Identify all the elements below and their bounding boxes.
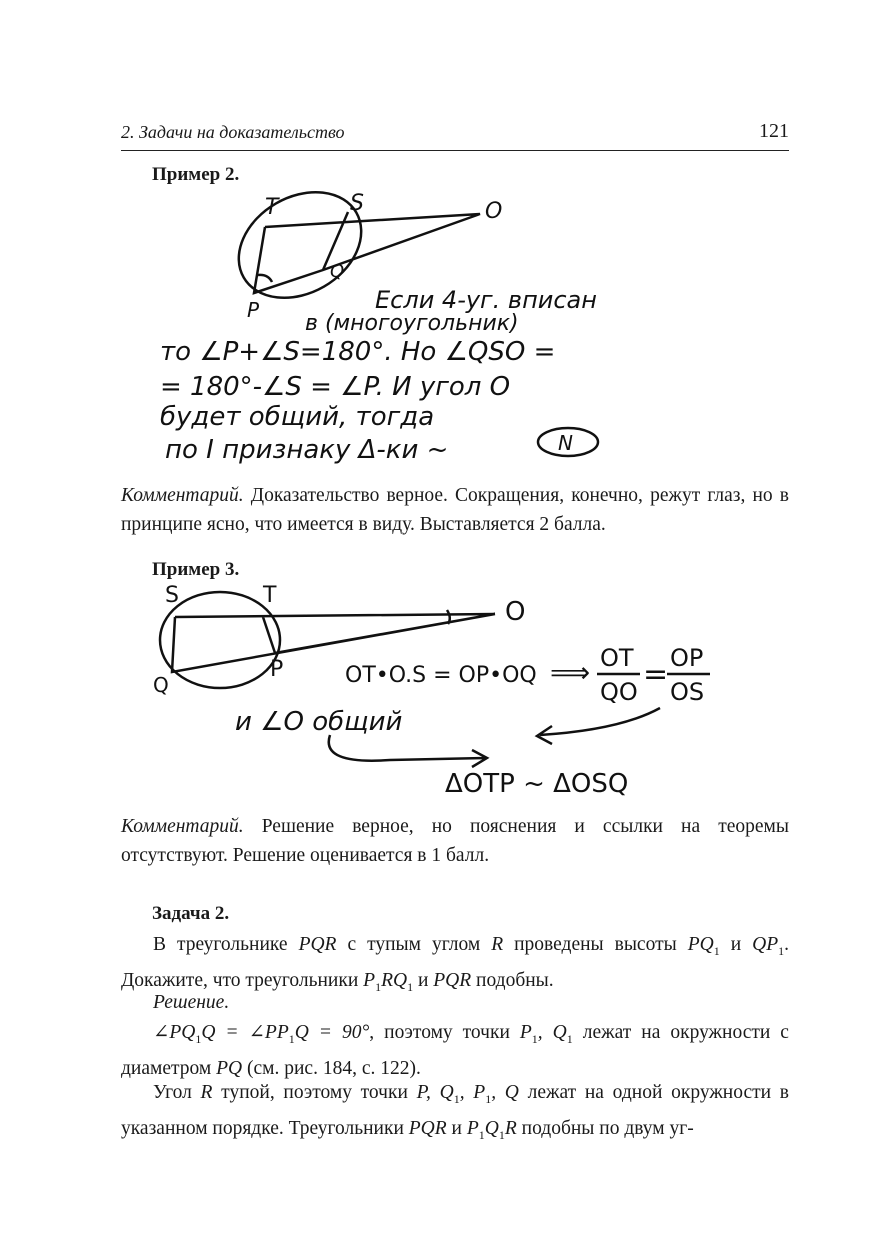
angle-mark bbox=[258, 275, 272, 282]
svg-text:N: N bbox=[558, 431, 573, 455]
label-T: T bbox=[263, 583, 277, 608]
fraction-1-denominator: QO bbox=[600, 678, 638, 706]
label-S: S bbox=[165, 583, 179, 608]
handwriting-line-3: то ∠P+∠S=180°. Но ∠QSO = bbox=[160, 337, 556, 367]
triangle-lines bbox=[254, 212, 480, 293]
task2-statement: В треугольнике PQR с тупым углом R проведены высоты $PQ_1$ и $QP_1$. Докажите, что треугольники $P_1RQ_1$ и PQR подобны. bbox=[121, 934, 789, 994]
chapter-title: 2. Задачи на доказательство bbox=[121, 122, 345, 142]
label-Q: Q bbox=[153, 673, 169, 697]
comment-label: Комментарий. bbox=[121, 816, 244, 837]
implies-arrow: ⟹ bbox=[550, 656, 591, 689]
comment-label: Комментарий. bbox=[121, 485, 244, 506]
comment-text: Доказательство верное. Сокращения, конечно, режут глаз, но в принципе ясно, что имеется в виду. Выставляется 2 балла. bbox=[121, 485, 789, 535]
equals-sign: = bbox=[643, 657, 669, 692]
handwriting-line-1: Если 4-уг. вписан bbox=[375, 286, 597, 314]
solution-line-1: $\angle PQ_1Q$ = $\angle PP_1Q = 90^\circ$, поэтому точки $P_1$, $Q_1$ лежат на окружности с диаметром PQ (см. рис. 184, с. 122). bbox=[121, 1022, 789, 1079]
fraction-2-denominator: OS bbox=[670, 678, 705, 706]
label-O: O bbox=[505, 597, 526, 627]
example2-handwritten-figure bbox=[140, 190, 780, 490]
task2-title: Задача 2. bbox=[152, 903, 230, 924]
comment-text: Решение верное, но пояснения и ссылки на теоремы отсутствуют. Решение оценивается в 1 балл. bbox=[121, 816, 789, 866]
handwriting-line-2: в (многоугольник) bbox=[305, 311, 519, 336]
fraction-1-numerator: OT bbox=[600, 644, 634, 672]
label-P: P bbox=[247, 298, 260, 322]
curved-arrow-left bbox=[329, 735, 487, 767]
example3-comment bbox=[121, 812, 789, 870]
example3-title: Пример 3. bbox=[152, 559, 240, 580]
label-T: T bbox=[265, 195, 279, 220]
example2-title: Пример 2. bbox=[152, 164, 240, 185]
label-Q: Q bbox=[330, 261, 345, 282]
fraction-2-numerator: OP bbox=[670, 644, 704, 672]
label-P: P bbox=[270, 657, 284, 682]
solution-line-2: Угол R тупой, поэтому точки P, $Q_1$, $P_1$, Q лежат на одной окружности в указанном порядке. Треугольники PQR и $P_1Q_1R$ подобны по двум уг- bbox=[121, 1082, 789, 1142]
example3-handwritten-figure bbox=[150, 580, 750, 810]
handwriting-line-4: = 180°-∠S = ∠P. И угол O bbox=[160, 372, 511, 402]
equation: OT•O.S = OP•OQ bbox=[345, 663, 537, 688]
running-header bbox=[121, 120, 789, 151]
solution-label: Решение. bbox=[153, 992, 230, 1013]
handwriting-line-5: будет общий, тогда bbox=[160, 402, 435, 432]
label-S: S bbox=[350, 191, 364, 216]
similarity-conclusion: ΔOTP ~ ΔOSQ bbox=[445, 769, 629, 799]
handwriting-line-6: по I признаку Δ-ки ~ bbox=[165, 435, 449, 465]
example2-comment bbox=[121, 481, 789, 539]
page-number: 121 bbox=[759, 120, 789, 142]
curved-arrow-right bbox=[537, 708, 660, 744]
label-O: O bbox=[485, 199, 503, 224]
common-angle-note: и ∠O общий bbox=[235, 707, 403, 737]
